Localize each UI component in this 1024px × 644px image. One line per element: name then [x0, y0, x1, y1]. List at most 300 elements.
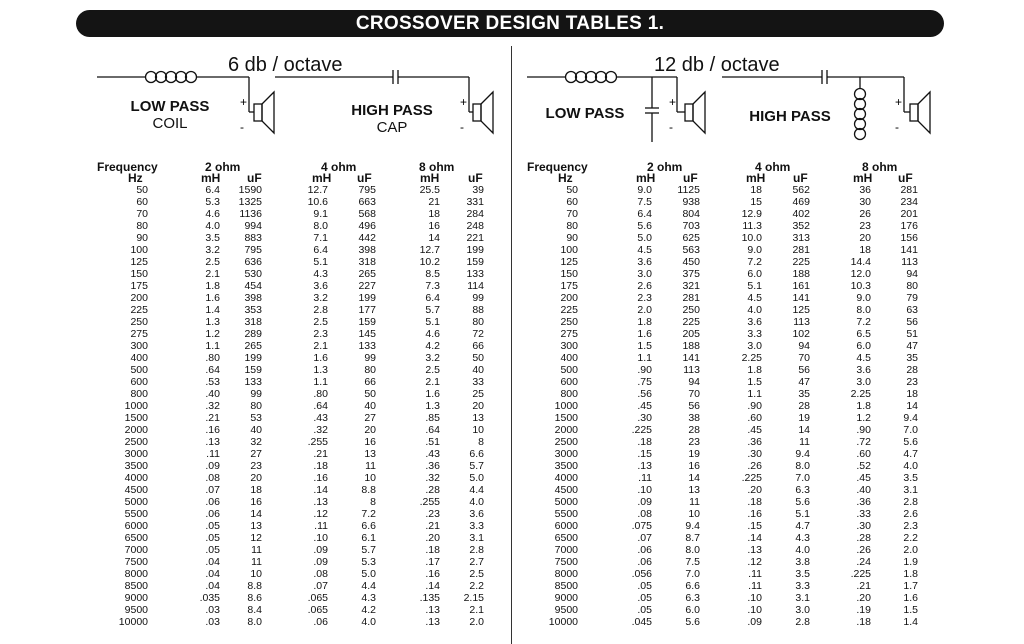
table-row — [0, 556, 1024, 568]
minus-sign: - — [460, 120, 464, 134]
mh-cell: .04 — [205, 568, 220, 580]
frequency-cell: 9000 — [124, 592, 148, 604]
mh-cell: .21 — [856, 580, 871, 592]
minus-sign: - — [669, 120, 673, 134]
header-uf: uF — [898, 171, 913, 185]
uf-cell: 1325 — [238, 196, 262, 208]
uf-cell: 13 — [472, 412, 484, 424]
uf-cell: 2.6 — [903, 508, 918, 520]
uf-cell: 7.5 — [685, 556, 700, 568]
mh-cell: .11 — [748, 568, 762, 580]
mh-cell: .20 — [747, 484, 762, 496]
uf-cell: 8 — [478, 436, 484, 448]
mh-cell: 4.5 — [747, 292, 762, 304]
uf-cell: 40 — [250, 424, 262, 436]
mh-cell: .065 — [307, 604, 328, 616]
uf-cell: 5.3 — [361, 556, 376, 568]
mh-cell: 2.3 — [313, 328, 328, 340]
frequency-cell: 500 — [130, 364, 148, 376]
mh-cell: 1.6 — [425, 388, 440, 400]
uf-cell: 318 — [358, 256, 376, 268]
uf-cell: 938 — [682, 196, 700, 208]
uf-cell: 6.1 — [361, 532, 376, 544]
uf-cell: 199 — [358, 292, 376, 304]
mh-cell: .08 — [637, 508, 652, 520]
uf-cell: 28 — [688, 424, 700, 436]
mh-cell: 1.1 — [637, 352, 652, 364]
mh-cell: 11.3 — [742, 220, 762, 232]
mh-cell: .065 — [307, 592, 328, 604]
frequency-cell: 90 — [136, 232, 148, 244]
header-mh: mH — [636, 171, 656, 185]
uf-cell: 313 — [792, 232, 810, 244]
uf-cell: 3.5 — [903, 472, 918, 484]
mh-cell: 1.3 — [425, 400, 440, 412]
uf-cell: 19 — [688, 448, 700, 460]
mh-cell: 1.2 — [205, 328, 220, 340]
mh-cell: 9.0 — [637, 184, 652, 196]
frequency-cell: 1500 — [554, 412, 578, 424]
uf-cell: 16 — [688, 460, 700, 472]
uf-cell: 2.3 — [903, 520, 918, 532]
uf-cell: 11 — [251, 556, 262, 568]
coil-icon — [855, 89, 866, 140]
uf-cell: 40 — [472, 364, 484, 376]
mh-cell: 3.6 — [856, 364, 871, 376]
mh-cell: .05 — [637, 604, 652, 616]
capacitor-icon — [822, 70, 827, 84]
frequency-cell: 225 — [130, 304, 148, 316]
uf-cell: 562 — [792, 184, 810, 196]
uf-cell: 14 — [688, 472, 700, 484]
uf-cell: 19 — [798, 412, 810, 424]
plus-sign: + — [669, 95, 677, 109]
uf-cell: 4.0 — [469, 496, 484, 508]
mh-cell: .51 — [425, 436, 440, 448]
mh-cell: 9.0 — [856, 292, 871, 304]
header-frequency: Frequency — [97, 160, 158, 174]
mh-cell: .13 — [313, 496, 328, 508]
frequency-cell: 1000 — [124, 400, 148, 412]
uf-cell: 125 — [792, 304, 810, 316]
uf-cell: 113 — [793, 316, 810, 328]
mh-cell: .13 — [425, 604, 440, 616]
uf-cell: 2.5 — [469, 568, 484, 580]
uf-cell: 141 — [792, 292, 810, 304]
mh-cell: 5.1 — [425, 316, 440, 328]
mh-cell: .90 — [856, 424, 871, 436]
uf-cell: 1136 — [239, 208, 262, 220]
uf-cell: 133 — [466, 268, 484, 280]
frequency-cell: 5500 — [554, 508, 578, 520]
uf-cell: 8.8 — [361, 484, 376, 496]
header-uf: uF — [793, 171, 808, 185]
uf-cell: 159 — [244, 364, 262, 376]
uf-cell: 265 — [244, 340, 262, 352]
frequency-cell: 8500 — [554, 580, 578, 592]
mh-cell: 10.2 — [419, 256, 440, 268]
uf-cell: 20 — [250, 472, 262, 484]
uf-cell: 63 — [906, 304, 918, 316]
mh-cell: .45 — [637, 400, 652, 412]
mh-cell: .18 — [856, 616, 871, 628]
uf-cell: 5.6 — [685, 616, 700, 628]
uf-cell: 2.15 — [463, 592, 484, 604]
uf-cell: 5.1 — [795, 508, 810, 520]
uf-cell: 225 — [792, 256, 810, 268]
header-2-ohm: 2 ohm — [205, 160, 241, 174]
uf-cell: 50 — [472, 352, 484, 364]
uf-cell: 161 — [792, 280, 810, 292]
uf-cell: 8.7 — [685, 532, 700, 544]
mh-cell: .10 — [313, 532, 328, 544]
table-row — [0, 580, 1024, 592]
frequency-cell: 4500 — [124, 484, 148, 496]
mh-cell: .24 — [856, 556, 871, 568]
mh-cell: .04 — [205, 580, 220, 592]
mh-cell: .20 — [425, 532, 440, 544]
uf-cell: 6.6 — [685, 580, 700, 592]
mh-cell: .20 — [856, 592, 871, 604]
frequency-cell: 175 — [560, 280, 578, 292]
mh-cell: 1.8 — [205, 280, 220, 292]
high-pass-subtitle: CAP — [376, 119, 408, 136]
uf-cell: 47 — [798, 376, 810, 388]
uf-cell: 16 — [250, 496, 262, 508]
mh-cell: 14.4 — [850, 256, 871, 268]
mh-cell: .90 — [747, 400, 762, 412]
uf-cell: 225 — [682, 316, 700, 328]
header-uf: uF — [357, 171, 372, 185]
table-row — [0, 256, 1024, 268]
table-row — [0, 400, 1024, 412]
frequency-cell: 3500 — [124, 460, 148, 472]
table-row — [0, 568, 1024, 580]
mh-cell: .18 — [425, 544, 440, 556]
table-row — [0, 244, 1024, 256]
frequency-cell: 50 — [566, 184, 578, 196]
uf-cell: 6.0 — [685, 604, 700, 616]
uf-cell: 88 — [472, 304, 484, 316]
mh-cell: .19 — [856, 604, 871, 616]
speaker-icon — [910, 92, 930, 133]
uf-cell: 234 — [900, 196, 918, 208]
uf-cell: 2.7 — [469, 556, 484, 568]
mh-cell: 12.0 — [850, 268, 871, 280]
uf-cell: 10 — [688, 508, 700, 520]
uf-cell: 2.8 — [469, 544, 484, 556]
uf-cell: 2.8 — [903, 496, 918, 508]
mh-cell: 4.6 — [425, 328, 440, 340]
uf-cell: 352 — [792, 220, 810, 232]
mh-cell: 2.25 — [741, 352, 762, 364]
uf-cell: 94 — [688, 376, 700, 388]
plus-sign: + — [895, 95, 903, 109]
uf-cell: 402 — [792, 208, 810, 220]
mh-cell: .09 — [313, 544, 328, 556]
mh-cell: .18 — [313, 460, 328, 472]
mh-cell: 1.3 — [313, 364, 328, 376]
mh-cell: .21 — [313, 448, 328, 460]
uf-cell: 321 — [682, 280, 700, 292]
header-frequency: Frequency — [527, 160, 588, 174]
uf-cell: 201 — [900, 208, 918, 220]
uf-cell: 5.6 — [903, 436, 918, 448]
mh-cell: .13 — [205, 436, 220, 448]
mh-cell: 12.7 — [419, 244, 440, 256]
header-mh: mH — [312, 171, 332, 185]
mh-cell: .15 — [747, 520, 762, 532]
mh-cell: 3.0 — [747, 340, 762, 352]
uf-cell: 25 — [472, 388, 484, 400]
uf-cell: 72 — [472, 328, 484, 340]
frequency-cell: 6000 — [124, 520, 148, 532]
mh-cell: 21 — [428, 196, 440, 208]
uf-cell: 248 — [466, 220, 484, 232]
uf-cell: 10 — [250, 568, 262, 580]
mh-cell: .18 — [747, 496, 762, 508]
capacitor-icon — [645, 108, 659, 113]
uf-cell: 7.0 — [685, 568, 700, 580]
uf-cell: 70 — [798, 352, 810, 364]
uf-cell: 80 — [906, 280, 918, 292]
table-row — [0, 196, 1024, 208]
mh-cell: .13 — [747, 544, 762, 556]
mh-cell: 5.6 — [637, 220, 652, 232]
mh-cell: .45 — [747, 424, 762, 436]
mh-cell: .30 — [747, 448, 762, 460]
mh-cell: 8.0 — [313, 220, 328, 232]
uf-cell: 353 — [244, 304, 262, 316]
uf-cell: 11 — [689, 496, 700, 508]
uf-cell: 883 — [244, 232, 262, 244]
frequency-cell: 10000 — [118, 616, 148, 628]
uf-cell: 20 — [472, 400, 484, 412]
uf-cell: 50 — [364, 388, 376, 400]
uf-cell: 454 — [244, 280, 262, 292]
high-pass-label — [740, 108, 840, 125]
table-row — [0, 604, 1024, 616]
uf-cell: 28 — [906, 364, 918, 376]
uf-cell: 625 — [682, 232, 700, 244]
mh-cell: 1.1 — [747, 388, 762, 400]
mh-cell: .07 — [313, 580, 328, 592]
mh-cell: 10.3 — [850, 280, 871, 292]
uf-cell: 6.6 — [361, 520, 376, 532]
frequency-cell: 100 — [560, 244, 578, 256]
frequency-cell: 400 — [560, 352, 578, 364]
uf-cell: 32 — [250, 436, 262, 448]
frequency-cell: 125 — [130, 256, 148, 268]
uf-cell: 9.4 — [903, 412, 918, 424]
header-hz: Hz — [128, 171, 143, 185]
mh-cell: 36 — [859, 184, 871, 196]
uf-cell: 13 — [688, 484, 700, 496]
table-row — [0, 484, 1024, 496]
uf-cell: 281 — [682, 292, 700, 304]
uf-cell: 3.5 — [795, 568, 810, 580]
uf-cell: 3.1 — [903, 484, 918, 496]
mh-cell: 4.2 — [425, 340, 440, 352]
uf-cell: 496 — [358, 220, 376, 232]
uf-cell: 38 — [688, 412, 700, 424]
mh-cell: .26 — [856, 544, 871, 556]
uf-cell: 18 — [906, 388, 918, 400]
mh-cell: 3.6 — [637, 256, 652, 268]
mh-cell: .05 — [205, 544, 220, 556]
mh-cell: .255 — [419, 496, 440, 508]
mh-cell: 6.4 — [205, 184, 220, 196]
uf-cell: 563 — [682, 244, 700, 256]
order-label-12db: 12 db / octave — [654, 54, 780, 76]
mh-cell: 6.4 — [313, 244, 328, 256]
table-row — [0, 448, 1024, 460]
mh-cell: 25.5 — [419, 184, 440, 196]
frequency-cell: 70 — [566, 208, 578, 220]
frequency-cell: 90 — [566, 232, 578, 244]
uf-cell: 568 — [358, 208, 376, 220]
uf-cell: 14 — [906, 400, 918, 412]
mh-cell: .06 — [205, 496, 220, 508]
mh-cell: .06 — [637, 556, 652, 568]
frequency-cell: 6500 — [124, 532, 148, 544]
uf-cell: 8.8 — [247, 580, 262, 592]
mh-cell: .36 — [425, 460, 440, 472]
frequency-cell: 8000 — [554, 568, 578, 580]
mh-cell: .14 — [313, 484, 328, 496]
mh-cell: .06 — [205, 508, 220, 520]
uf-cell: 176 — [900, 220, 918, 232]
uf-cell: 35 — [798, 388, 810, 400]
uf-cell: 221 — [466, 232, 484, 244]
mh-cell: 7.2 — [856, 316, 871, 328]
uf-cell: 13 — [250, 520, 262, 532]
mh-cell: .32 — [425, 472, 440, 484]
table-row — [0, 292, 1024, 304]
mh-cell: .09 — [747, 616, 762, 628]
order-label-6db: 6 db / octave — [228, 54, 343, 76]
mh-cell: 9.1 — [313, 208, 328, 220]
uf-cell: 2.1 — [469, 604, 484, 616]
mh-cell: .09 — [205, 460, 220, 472]
mh-cell: .255 — [307, 436, 328, 448]
mh-cell: .64 — [205, 364, 220, 376]
mh-cell: .10 — [637, 484, 652, 496]
uf-cell: 133 — [244, 376, 262, 388]
uf-cell: 3.1 — [795, 592, 810, 604]
low-pass-label — [536, 105, 634, 122]
mh-cell: .05 — [205, 532, 220, 544]
mh-cell: .33 — [856, 508, 871, 520]
uf-cell: 141 — [682, 352, 700, 364]
uf-cell: 3.8 — [795, 556, 810, 568]
mh-cell: .11 — [748, 580, 762, 592]
mh-cell: 10.0 — [741, 232, 762, 244]
uf-cell: 1.6 — [903, 592, 918, 604]
frequency-cell: 9000 — [554, 592, 578, 604]
uf-cell: 8.4 — [247, 604, 262, 616]
mh-cell: .08 — [205, 472, 220, 484]
uf-cell: 284 — [466, 208, 484, 220]
mh-cell: 30 — [859, 196, 871, 208]
uf-cell: 188 — [682, 340, 700, 352]
uf-cell: 20 — [364, 424, 376, 436]
uf-cell: 27 — [364, 412, 376, 424]
mh-cell: .43 — [313, 412, 328, 424]
uf-cell: 10 — [472, 424, 484, 436]
uf-cell: 66 — [472, 340, 484, 352]
uf-cell: 4.3 — [795, 532, 810, 544]
header-4-ohm: 4 ohm — [755, 160, 791, 174]
frequency-cell: 200 — [560, 292, 578, 304]
uf-cell: 199 — [466, 244, 484, 256]
mh-cell: .26 — [747, 460, 762, 472]
frequency-cell: 500 — [560, 364, 578, 376]
mh-cell: 4.5 — [856, 352, 871, 364]
frequency-cell: 2500 — [554, 436, 578, 448]
uf-cell: 23 — [250, 460, 262, 472]
frequency-cell: 2500 — [124, 436, 148, 448]
mh-cell: .075 — [631, 520, 652, 532]
frequency-cell: 275 — [560, 328, 578, 340]
uf-cell: 795 — [244, 244, 262, 256]
table-row — [0, 340, 1024, 352]
low-pass-subtitle: COIL — [152, 115, 188, 132]
frequency-cell: 150 — [130, 268, 148, 280]
uf-cell: 9.4 — [795, 448, 810, 460]
mh-cell: .11 — [638, 472, 652, 484]
uf-cell: 5.7 — [469, 460, 484, 472]
table-row — [0, 460, 1024, 472]
header-hz: Hz — [558, 171, 573, 185]
mh-cell: .23 — [425, 508, 440, 520]
mh-cell: 18 — [750, 184, 762, 196]
mh-cell: 4.3 — [313, 268, 328, 280]
frequency-cell: 9500 — [554, 604, 578, 616]
mh-cell: .12 — [313, 508, 328, 520]
mh-cell: 3.2 — [425, 352, 440, 364]
mh-cell: .36 — [856, 496, 871, 508]
mh-cell: .225 — [631, 424, 652, 436]
frequency-cell: 175 — [130, 280, 148, 292]
frequency-cell: 4000 — [554, 472, 578, 484]
mh-cell: 2.8 — [313, 304, 328, 316]
frequency-cell: 800 — [560, 388, 578, 400]
mh-cell: .045 — [631, 616, 652, 628]
mh-cell: 12.9 — [741, 208, 762, 220]
uf-cell: 1.5 — [903, 604, 918, 616]
mh-cell: .21 — [425, 520, 440, 532]
uf-cell: 1.4 — [903, 616, 918, 628]
uf-cell: 4.0 — [361, 616, 376, 628]
frequency-cell: 4500 — [554, 484, 578, 496]
mh-cell: .08 — [313, 568, 328, 580]
mh-cell: 2.0 — [637, 304, 652, 316]
header-uf: uF — [683, 171, 698, 185]
page-title: CROSSOVER DESIGN TABLES 1. — [76, 10, 944, 37]
uf-cell: 6.3 — [685, 592, 700, 604]
mh-cell: .30 — [637, 412, 652, 424]
mh-cell: .14 — [747, 532, 762, 544]
mh-cell: .225 — [850, 568, 871, 580]
frequency-cell: 7000 — [124, 544, 148, 556]
header-8-ohm: 8 ohm — [419, 160, 455, 174]
uf-cell: 56 — [906, 316, 918, 328]
frequency-cell: 10000 — [548, 616, 578, 628]
mh-cell: 1.5 — [747, 376, 762, 388]
mh-cell: .13 — [637, 460, 652, 472]
frequency-cell: 7000 — [554, 544, 578, 556]
